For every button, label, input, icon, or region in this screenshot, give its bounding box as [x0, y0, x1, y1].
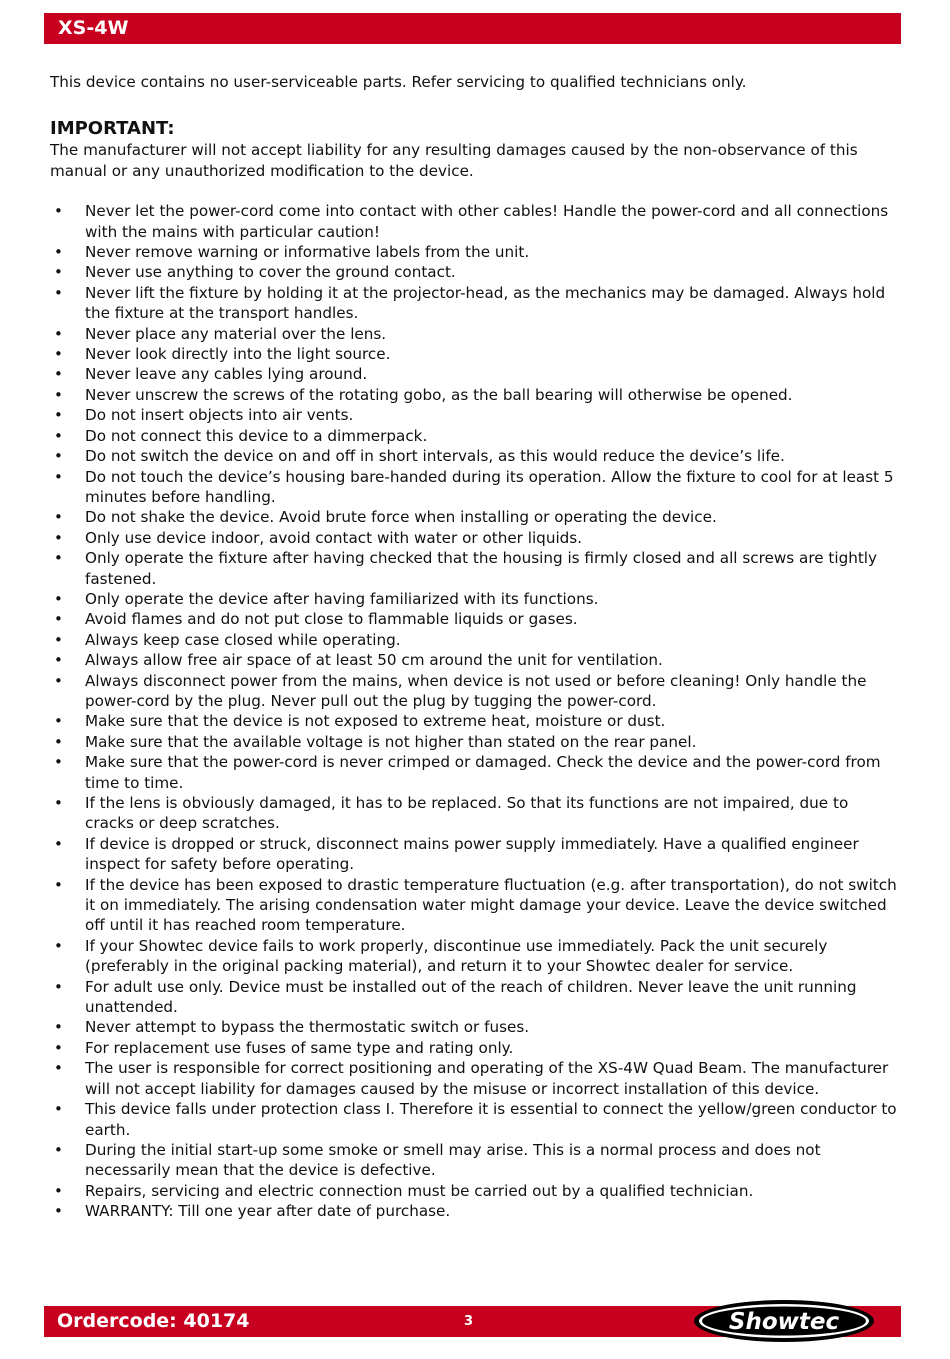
showtec-logo [692, 1298, 876, 1344]
bullet-text: If the device has been exposed to drastic temperature fluctuation (e.g. after transportation), do not switch it on immediately. The arising condensation water might damage your device. Leave the device switched off until it has reached room temperature. [85, 875, 897, 935]
bullet-item [50, 283, 900, 324]
bullet-item [50, 467, 900, 508]
bullet-item [50, 732, 900, 752]
bullet-dot-icon: • [54, 508, 63, 527]
bullet-dot-icon: • [54, 1018, 63, 1037]
bullet-text: Only use device indoor, avoid contact with water or other liquids. [85, 528, 583, 547]
bullet-dot-icon: • [54, 671, 63, 690]
bullet-dot-icon: • [54, 936, 63, 955]
bullet-dot-icon: • [54, 1100, 63, 1119]
bullet-dot-icon: • [54, 467, 63, 486]
bullet-dot-icon: • [54, 263, 63, 282]
safety-bullet-list [50, 201, 900, 1221]
bullet-item [50, 385, 900, 405]
bullet-dot-icon: • [54, 365, 63, 384]
bullet-text: Always keep case closed while operating. [85, 630, 401, 649]
page-number: 3 [464, 1314, 474, 1329]
bullet-text: Avoid flames and do not put close to flammable liquids or gases. [85, 610, 578, 629]
bullet-text: Never look directly into the light source. [85, 345, 391, 364]
bullet-text: Only operate the device after having familiarized with its functions. [85, 589, 599, 608]
bullet-item [50, 507, 900, 527]
bullet-dot-icon: • [54, 243, 63, 262]
bullet-dot-icon: • [54, 834, 63, 853]
bullet-dot-icon: • [54, 345, 63, 364]
bullet-dot-icon: • [54, 875, 63, 894]
bullet-item [50, 609, 900, 629]
bullet-item [50, 752, 900, 793]
bullet-dot-icon: • [54, 202, 63, 221]
bullet-text: Do not shake the device. Avoid brute force when installing or operating the device. [85, 508, 717, 527]
bullet-dot-icon: • [54, 630, 63, 649]
bullet-item [50, 426, 900, 446]
bullet-text: Never remove warning or informative labels from the unit. [85, 243, 530, 262]
page-content [50, 72, 900, 1222]
bullet-item [50, 1181, 900, 1201]
bullet-item [50, 1058, 900, 1099]
bullet-text: Never lift the fixture by holding it at the projector-head, as the mechanics may be damaged. Always hold the fixture at the transport handles. [85, 283, 886, 323]
important-heading: IMPORTANT: [50, 118, 175, 140]
bullet-text: Make sure that the available voltage is not higher than stated on the rear panel. [85, 732, 697, 751]
bullet-item [50, 528, 900, 548]
bullet-dot-icon: • [54, 1181, 63, 1200]
bullet-text: Do not touch the device’s housing bare-handed during its operation. Allow the fixture to cool for at least 5 minutes before handling. [85, 467, 894, 506]
bullet-dot-icon: • [54, 406, 63, 425]
bullet-item [50, 671, 900, 712]
bullet-dot-icon: • [54, 732, 63, 751]
bullet-text: For adult use only. Device must be installed out of the reach of children. Never leave the unit running unattended. [85, 977, 857, 1017]
bullet-item [50, 650, 900, 670]
bullet-dot-icon: • [54, 1202, 63, 1221]
bullet-text: Always allow free air space of at least 50 cm around the unit for ventilation. [85, 651, 663, 670]
bullet-text: Do not connect this device to a dimmerpack. [85, 426, 428, 445]
bullet-text: If your Showtec device fails to work properly, discontinue use immediately. Pack the unit securely (preferably in the original packing material), and return it to your Showtec dealer for service. [85, 936, 828, 976]
document-title: XS-4W [58, 17, 129, 39]
bullet-item [50, 793, 900, 834]
header-bar [44, 13, 901, 44]
bullet-dot-icon: • [54, 549, 63, 568]
bullet-item [50, 1017, 900, 1037]
bullet-item [50, 242, 900, 262]
bullet-item [50, 364, 900, 384]
bullet-item [50, 589, 900, 609]
bullet-text: Never place any material over the lens. [85, 324, 387, 343]
bullet-dot-icon: • [54, 610, 63, 629]
intro-paragraph: This device contains no user-serviceable parts. Refer servicing to qualified technicians only. [50, 73, 747, 91]
bullet-item [50, 201, 900, 242]
bullet-dot-icon: • [54, 753, 63, 772]
bullet-text: Never leave any cables lying around. [85, 365, 368, 384]
bullet-item [50, 936, 900, 977]
bullet-item [50, 446, 900, 466]
bullet-item [50, 630, 900, 650]
bullet-text: Never attempt to bypass the thermostatic switch or fuses. [85, 1018, 530, 1037]
bullet-dot-icon: • [54, 712, 63, 731]
bullet-dot-icon: • [54, 589, 63, 608]
bullet-text: Make sure that the power-cord is never crimped or damaged. Check the device and the power-cord from time to time. [85, 753, 881, 792]
bullet-item [50, 1140, 900, 1181]
bullet-dot-icon: • [54, 385, 63, 404]
bullet-item [50, 1099, 900, 1140]
important-paragraph: The manufacturer will not accept liability for any resulting damages caused by the non-observance of this manual or any unauthorized modification to the device. [50, 141, 858, 180]
bullet-dot-icon: • [54, 324, 63, 343]
ordercode: Ordercode: 40174 [57, 1310, 250, 1332]
bullet-dot-icon: • [54, 528, 63, 547]
bullet-dot-icon: • [54, 1038, 63, 1057]
bullet-item [50, 977, 900, 1018]
bullet-item [50, 1038, 900, 1058]
bullet-text: During the initial start-up some smoke or smell may arise. This is a normal process and does not necessarily mean that the device is defective. [85, 1140, 821, 1180]
bullet-text: Do not switch the device on and off in short intervals, as this would reduce the device’s life. [85, 447, 785, 466]
bullet-text: Never unscrew the screws of the rotating gobo, as the ball bearing will otherwise be opened. [85, 385, 793, 404]
bullet-text: Never use anything to cover the ground contact. [85, 263, 456, 282]
bullet-text: Make sure that the device is not exposed to extreme heat, moisture or dust. [85, 712, 666, 731]
bullet-dot-icon: • [54, 283, 63, 302]
bullet-dot-icon: • [54, 1059, 63, 1078]
bullet-dot-icon: • [54, 651, 63, 670]
bullet-item [50, 711, 900, 731]
bullet-item [50, 834, 900, 875]
bullet-item [50, 405, 900, 425]
bullet-text: Do not insert objects into air vents. [85, 406, 354, 425]
bullet-text: The user is responsible for correct positioning and operating of the XS-4W Quad Beam. The manufacturer will not accept liability for damages caused by the misuse or incorrect installation of this device. [85, 1059, 889, 1098]
bullet-item [50, 262, 900, 282]
bullet-dot-icon: • [54, 794, 63, 812]
bullet-text: Repairs, servicing and electric connection must be carried out by a qualified technician. [85, 1181, 754, 1200]
bullet-text: WARRANTY: Till one year after date of purchase. [85, 1202, 451, 1221]
bullet-text: For replacement use fuses of same type and rating only. [85, 1038, 514, 1057]
bullet-dot-icon: • [54, 977, 63, 996]
bullet-text: This device falls under protection class I. Therefore it is essential to connect the yellow/green conductor to earth. [85, 1100, 897, 1139]
bullet-text: If the lens is obviously damaged, it has to be replaced. So that its functions are not impaired, due to cracks or deep scratches. [85, 794, 849, 833]
bullet-dot-icon: • [54, 447, 63, 466]
bullet-text: Only operate the fixture after having checked that the housing is firmly closed and all screws are tightly fastened. [85, 549, 878, 588]
bullet-item [50, 324, 900, 344]
bullet-dot-icon: • [54, 1140, 63, 1159]
bullet-text: If device is dropped or struck, disconnect mains power supply immediately. Have a qualified engineer inspect for safety before operating. [85, 834, 859, 874]
bullet-item [50, 1201, 900, 1221]
logo-text: Showtec [728, 1309, 840, 1335]
bullet-item [50, 344, 900, 364]
bullet-text: Never let the power-cord come into contact with other cables! Handle the power-cord and all connections with the mains with particular caution! [85, 202, 889, 241]
bullet-item [50, 548, 900, 589]
bullet-item [50, 875, 900, 936]
bullet-text: Always disconnect power from the mains, when device is not used or before cleaning! Only handle the power-cord by the plug. Never pull out the plug by tugging the power-cord. [85, 671, 867, 710]
bullet-dot-icon: • [54, 426, 63, 445]
